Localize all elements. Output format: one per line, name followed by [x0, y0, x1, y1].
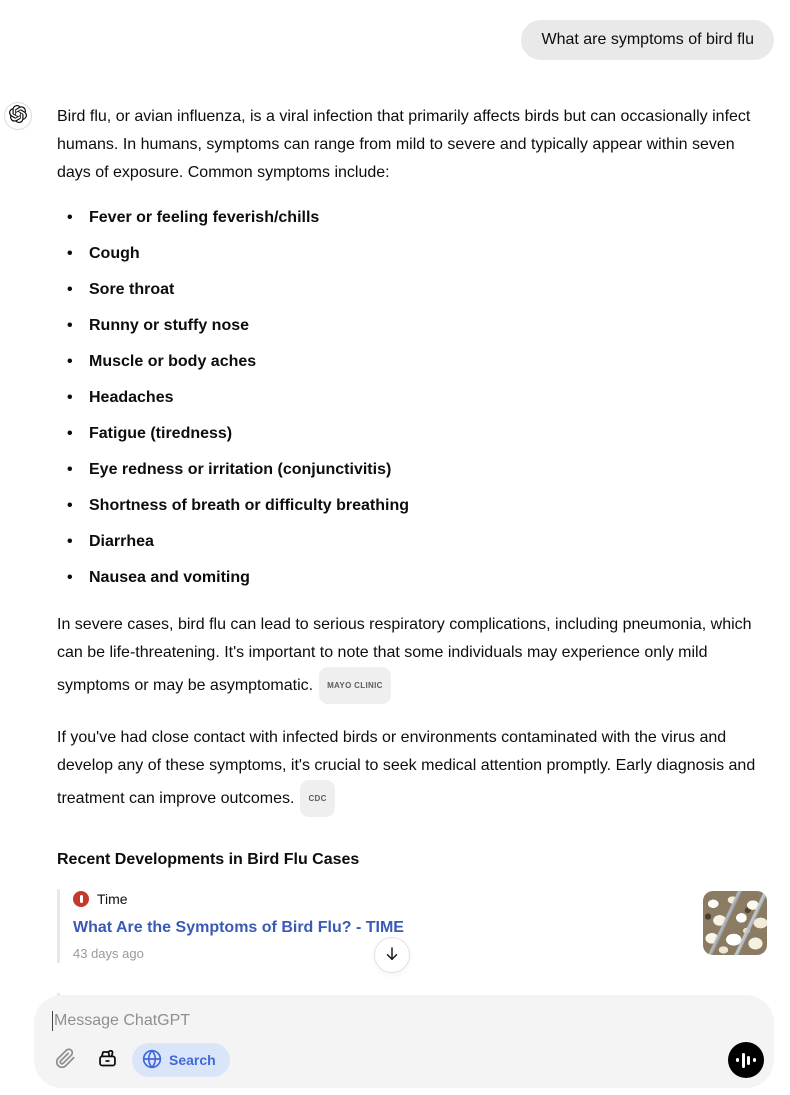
contact-paragraph-text: If you've had close contact with infected birds or environments contaminated with the virus and develop any of these symptoms, it's crucial to seek medical attention promptly. Early diagnosis and treatment can improve outcomes.: [57, 729, 756, 807]
composer-toolbar: [48, 1042, 764, 1078]
news-title-link[interactable]: What Are the Symptoms of Bird Flu? - TIME: [73, 919, 404, 936]
voice-mode-button[interactable]: [728, 1042, 764, 1078]
news-thumbnail-poultry-photo[interactable]: [703, 891, 767, 955]
voice-waveform-icon: [736, 1058, 739, 1062]
assistant-message: [0, 103, 790, 1067]
list-item: • Diarrhea: [57, 531, 767, 553]
list-item: • Sore throat: [57, 279, 767, 301]
list-item: • Eye redness or irritation (conjunctivitis): [57, 459, 767, 481]
openai-logo-icon: [9, 105, 27, 128]
list-item: • Shortness of breath or difficulty breathing: [57, 495, 767, 517]
scroll-to-bottom-button[interactable]: [374, 937, 410, 973]
list-item: • Runny or stuffy nose: [57, 315, 767, 337]
search-label: Search: [169, 1052, 216, 1068]
list-item: • Fever or feeling feverish/chills: [57, 207, 767, 229]
toolbox-icon: [97, 1048, 118, 1072]
symptom-list: [57, 207, 767, 589]
user-message-bubble: What are symptoms of bird flu: [521, 20, 774, 60]
intro-paragraph: Bird flu, or avian influenza, is a viral infection that primarily affects birds but can occasionally infect humans. In humans, symptoms can range from mild to severe and typically appear within seven days of exposure. Common symptoms include:: [57, 108, 751, 181]
citation-badge-mayo-clinic[interactable]: MAYO CLINIC: [319, 667, 391, 704]
text-cursor: [52, 1011, 53, 1031]
time-favicon-icon: [73, 891, 89, 907]
chatgpt-avatar: [4, 102, 32, 130]
paperclip-icon: [55, 1048, 76, 1072]
news-age: 43 days ago: [73, 946, 144, 961]
attach-file-button[interactable]: [48, 1043, 82, 1077]
globe-icon: [142, 1049, 162, 1072]
search-toggle-button[interactable]: [132, 1043, 230, 1077]
list-item: • Nausea and vomiting: [57, 567, 767, 589]
list-item: • Fatigue (tiredness): [57, 423, 767, 445]
user-message-row: [0, 0, 790, 60]
message-composer[interactable]: [34, 995, 774, 1088]
severe-paragraph: [57, 611, 767, 704]
list-item: • Cough: [57, 243, 767, 265]
news-source-label: Time: [97, 891, 128, 907]
input-placeholder: Message ChatGPT: [54, 1012, 191, 1029]
news-section-heading: Recent Developments in Bird Flu Cases: [57, 851, 360, 868]
arrow-down-icon: [383, 945, 401, 966]
news-card-time[interactable]: [57, 889, 767, 963]
news-source-row: [73, 891, 687, 907]
contact-paragraph: [57, 724, 767, 817]
list-item: • Headaches: [57, 387, 767, 409]
tools-button[interactable]: [90, 1043, 124, 1077]
list-item: • Muscle or body aches: [57, 351, 767, 373]
message-input[interactable]: [52, 1010, 756, 1032]
citation-badge-cdc[interactable]: CDC: [300, 780, 334, 817]
severe-paragraph-text: In severe cases, bird flu can lead to serious respiratory complications, including pneumonia, which can be life-threatening. It's important to note that some individuals may experience only mild symptoms or may be asymptomatic.: [57, 616, 752, 694]
